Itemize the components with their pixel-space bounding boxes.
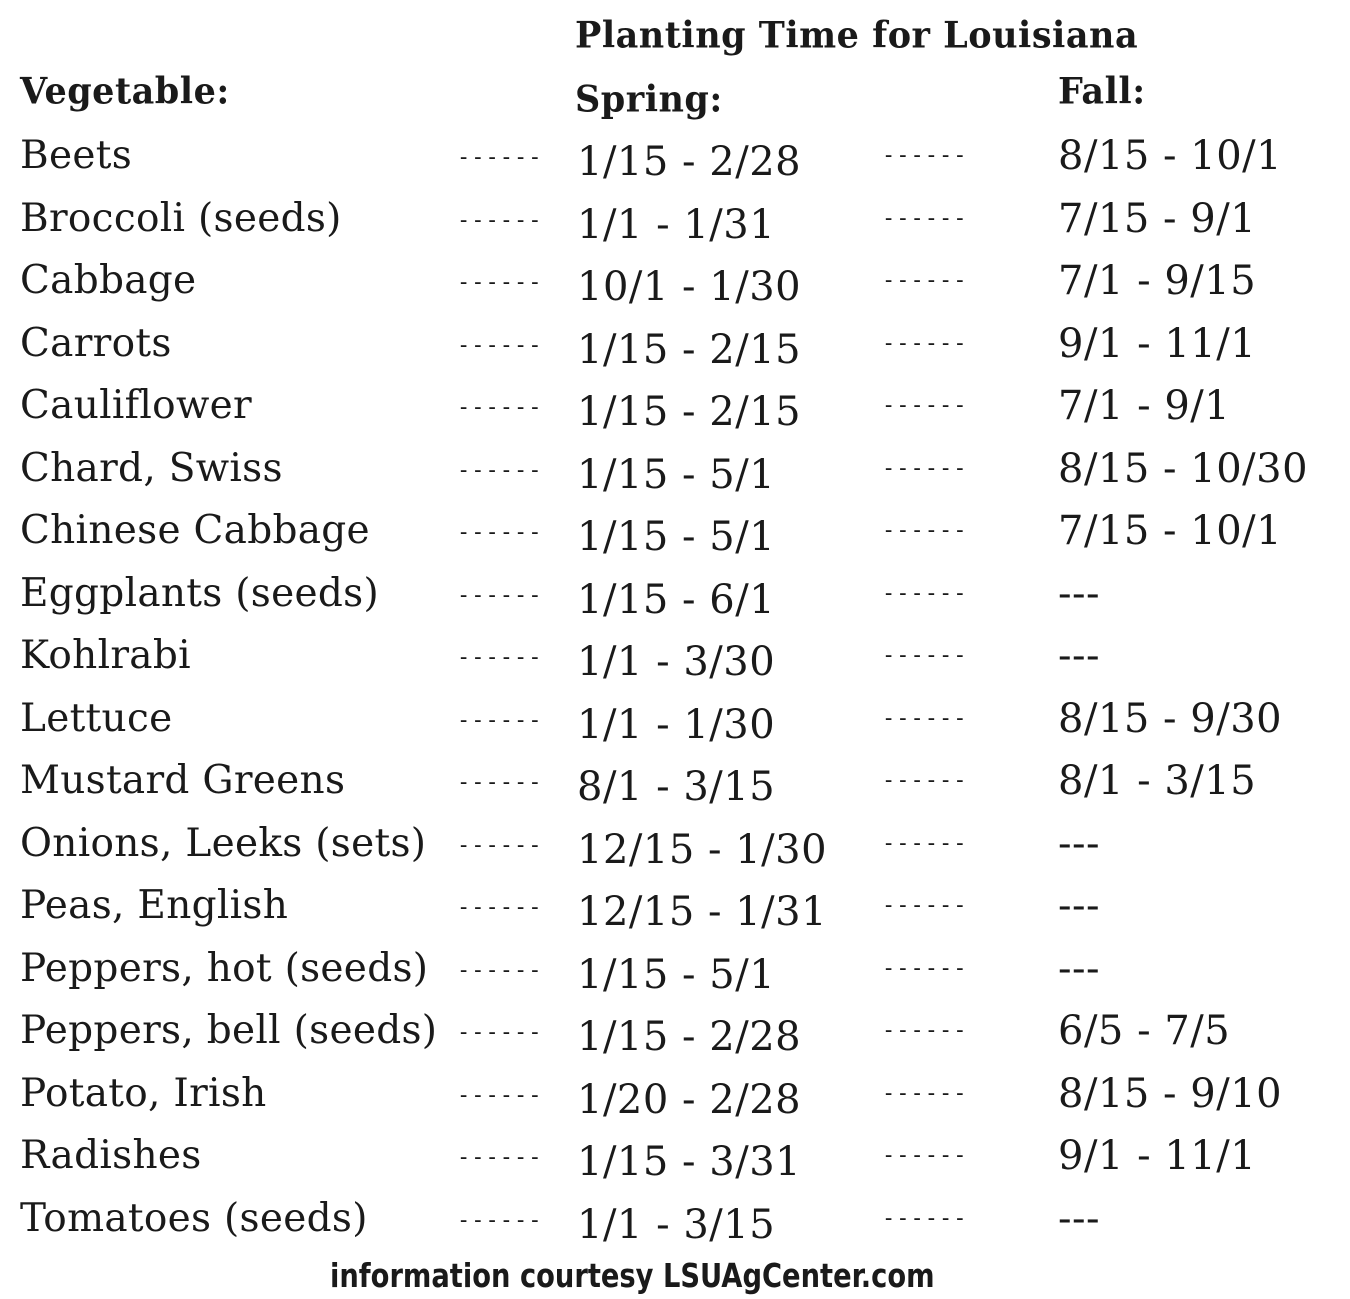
spring-dates: 1/15 - 5/1 [577, 952, 776, 998]
table-row [0, 133, 1350, 195]
table-row [0, 821, 1350, 883]
separator-dashes: ------ [882, 143, 968, 168]
vegetable-name: Peas, English [20, 883, 289, 928]
fall-dates: --- [1058, 1196, 1101, 1242]
vegetable-name: Radishes [20, 1133, 202, 1178]
separator-dashes: ------ [882, 643, 968, 668]
vegetable-name: Carrots [20, 321, 172, 366]
fall-dates: 7/15 - 10/1 [1058, 508, 1283, 554]
fall-dates: 8/1 - 3/15 [1058, 758, 1257, 804]
table-row [0, 258, 1350, 320]
fall-dates: 7/1 - 9/1 [1058, 383, 1231, 429]
table-row [0, 508, 1350, 570]
separator-dashes: ------ [457, 583, 543, 608]
fall-dates: 6/5 - 7/5 [1058, 1008, 1231, 1054]
separator-dashes: ------ [457, 1083, 543, 1108]
vegetable-name: Tomatoes (seeds) [20, 1196, 368, 1241]
vegetable-name: Onions, Leeks (sets) [20, 821, 427, 866]
spring-dates: 1/15 - 2/15 [577, 327, 802, 373]
fall-dates: 8/15 - 9/30 [1058, 696, 1283, 742]
spring-dates: 12/15 - 1/30 [577, 827, 828, 873]
separator-dashes: ------ [882, 831, 968, 856]
fall-dates: 7/15 - 9/1 [1058, 196, 1257, 242]
table-row [0, 1008, 1350, 1070]
spring-dates: 12/15 - 1/31 [577, 889, 828, 935]
spring-dates: 1/15 - 2/15 [577, 389, 802, 435]
separator-dashes: ------ [457, 833, 543, 858]
separator-dashes: ------ [882, 1143, 968, 1168]
separator-dashes: ------ [457, 333, 543, 358]
table-row [0, 946, 1350, 1008]
separator-dashes: ------ [457, 895, 543, 920]
table-row [0, 1133, 1350, 1195]
separator-dashes: ------ [457, 1020, 543, 1045]
spring-dates: 1/20 - 2/28 [577, 1077, 802, 1123]
separator-dashes: ------ [882, 206, 968, 231]
separator-dashes: ------ [457, 1208, 543, 1233]
separator-dashes: ------ [882, 456, 968, 481]
separator-dashes: ------ [457, 770, 543, 795]
separator-dashes: ------ [882, 518, 968, 543]
fall-dates: 8/15 - 10/1 [1058, 133, 1283, 179]
separator-dashes: ------ [457, 520, 543, 545]
vegetable-name: Kohlrabi [20, 633, 191, 678]
separator-dashes: ------ [457, 958, 543, 983]
table-row [0, 633, 1350, 695]
table-row [0, 696, 1350, 758]
separator-dashes: ------ [457, 270, 543, 295]
spring-dates: 1/15 - 5/1 [577, 452, 776, 498]
table-row [0, 196, 1350, 258]
spring-dates: 1/1 - 1/30 [577, 702, 776, 748]
vegetable-name: Chard, Swiss [20, 446, 283, 491]
vegetable-name: Beets [20, 133, 133, 178]
table-row [0, 758, 1350, 820]
vegetable-name: Potato, Irish [20, 1071, 267, 1116]
spring-dates: 10/1 - 1/30 [577, 264, 802, 310]
separator-dashes: ------ [882, 768, 968, 793]
fall-column-header: Fall: [1058, 70, 1146, 114]
table-row [0, 321, 1350, 383]
fall-dates: 9/1 - 11/1 [1058, 321, 1257, 367]
separator-dashes: ------ [457, 645, 543, 670]
spring-dates: 1/15 - 2/28 [577, 1014, 802, 1060]
separator-dashes: ------ [882, 331, 968, 356]
separator-dashes: ------ [882, 1081, 968, 1106]
credit-line: information courtesy LSUAgCenter.com [330, 1256, 935, 1295]
separator-dashes: ------ [882, 393, 968, 418]
vegetable-name: Broccoli (seeds) [20, 196, 342, 241]
spring-dates: 1/1 - 3/30 [577, 639, 776, 685]
table-row [0, 446, 1350, 508]
vegetable-name: Chinese Cabbage [20, 508, 370, 553]
spring-dates: 1/1 - 1/31 [577, 202, 776, 248]
separator-dashes: ------ [882, 1206, 968, 1231]
spring-dates: 1/15 - 5/1 [577, 514, 776, 560]
separator-dashes: ------ [457, 1145, 543, 1170]
table-row [0, 383, 1350, 445]
separator-dashes: ------ [457, 395, 543, 420]
fall-dates: --- [1058, 571, 1101, 617]
spring-dates: 1/15 - 6/1 [577, 577, 776, 623]
vegetable-name: Peppers, bell (seeds) [20, 1008, 438, 1053]
fall-dates: 8/15 - 10/30 [1058, 446, 1309, 492]
table-row [0, 1196, 1350, 1258]
separator-dashes: ------ [882, 956, 968, 981]
fall-dates: --- [1058, 633, 1101, 679]
separator-dashes: ------ [457, 145, 543, 170]
spring-dates: 8/1 - 3/15 [577, 764, 776, 810]
separator-dashes: ------ [882, 893, 968, 918]
fall-dates: --- [1058, 946, 1101, 992]
page-title: Planting Time for Louisiana [575, 14, 1139, 58]
fall-dates: --- [1058, 883, 1101, 929]
vegetable-name: Lettuce [20, 696, 173, 741]
vegetable-name: Eggplants (seeds) [20, 571, 379, 616]
separator-dashes: ------ [882, 268, 968, 293]
separator-dashes: ------ [882, 581, 968, 606]
table-row [0, 571, 1350, 633]
fall-dates: 7/1 - 9/15 [1058, 258, 1257, 304]
fall-dates: --- [1058, 821, 1101, 867]
separator-dashes: ------ [457, 458, 543, 483]
separator-dashes: ------ [457, 208, 543, 233]
vegetable-name: Cabbage [20, 258, 197, 303]
separator-dashes: ------ [882, 1018, 968, 1043]
vegetable-name: Peppers, hot (seeds) [20, 946, 429, 991]
spring-column-header: Spring: [575, 78, 723, 122]
separator-dashes: ------ [457, 708, 543, 733]
fall-dates: 9/1 - 11/1 [1058, 1133, 1257, 1179]
table-row [0, 883, 1350, 945]
separator-dashes: ------ [882, 706, 968, 731]
fall-dates: 8/15 - 9/10 [1058, 1071, 1283, 1117]
vegetable-column-header: Vegetable: [20, 70, 230, 114]
table-row [0, 1071, 1350, 1133]
spring-dates: 1/1 - 3/15 [577, 1202, 776, 1248]
spring-dates: 1/15 - 3/31 [577, 1139, 802, 1185]
vegetable-name: Mustard Greens [20, 758, 346, 803]
spring-dates: 1/15 - 2/28 [577, 139, 802, 185]
vegetable-name: Cauliflower [20, 383, 252, 428]
